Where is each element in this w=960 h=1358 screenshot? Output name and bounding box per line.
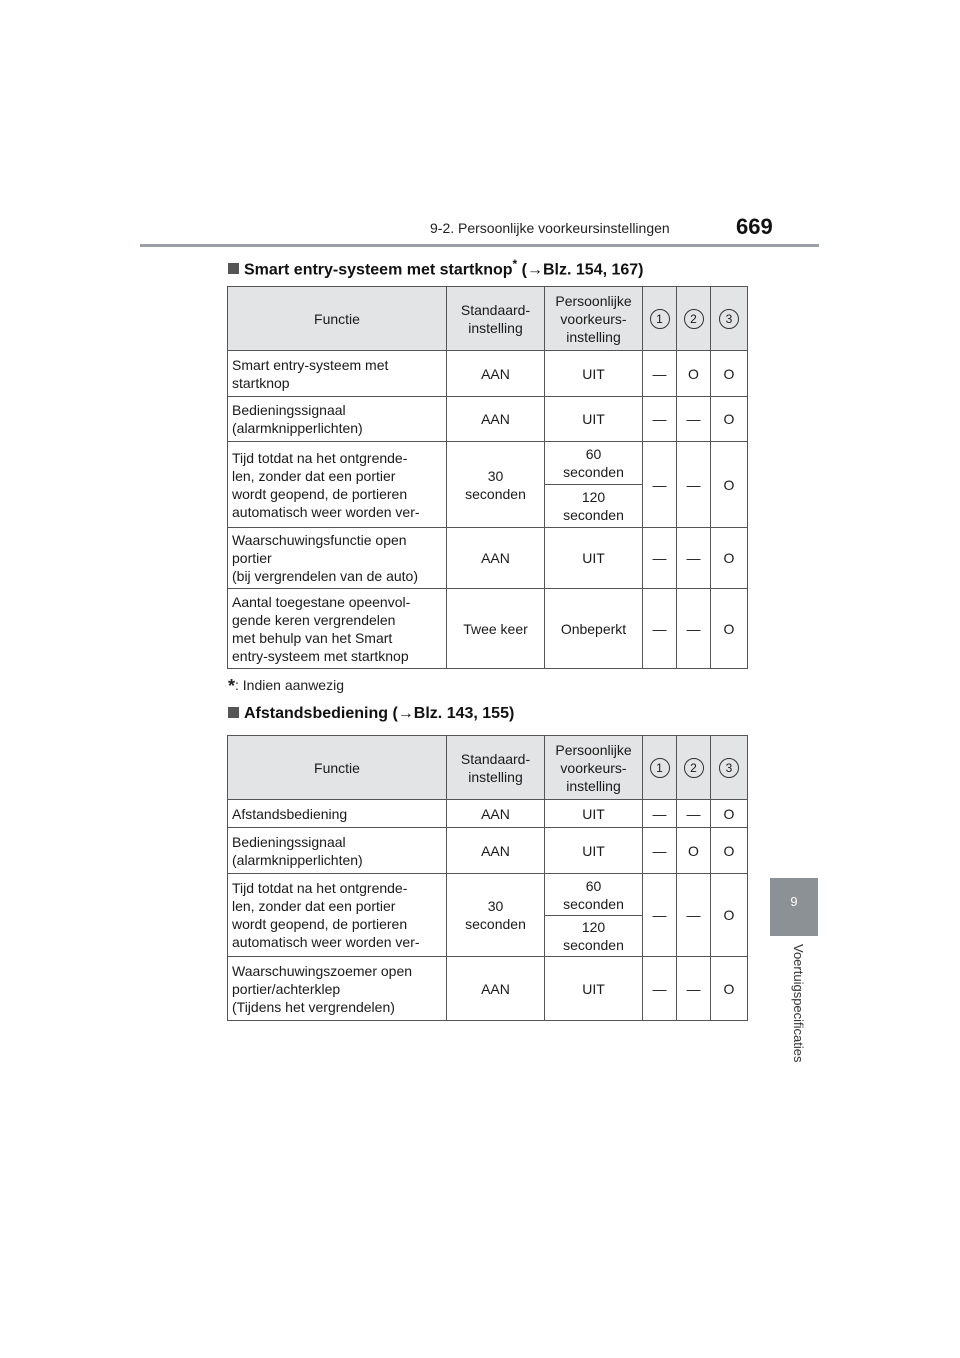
table-cell: Twee keer — [447, 589, 545, 669]
table-cell: O — [711, 351, 748, 397]
table-cell: — — [643, 351, 677, 397]
table-cell: — — [677, 442, 711, 528]
table-cell: AAN — [447, 800, 545, 828]
table-cell: — — [677, 800, 711, 828]
table-cell: — — [643, 589, 677, 669]
column-header — [643, 736, 677, 800]
column-header — [711, 287, 748, 351]
circled-number-icon: 2 — [684, 309, 704, 329]
table-cell: Onbeperkt — [545, 589, 643, 669]
table-cell: — — [643, 528, 677, 589]
column-header — [711, 736, 748, 800]
footnote-text: : Indien aanwezig — [235, 677, 344, 693]
circled-number-icon: 2 — [684, 758, 704, 778]
table-cell: Waarschuwingsfunctie open portier (bij vergrendelen van de auto) — [228, 528, 447, 589]
table-cell: AAN — [447, 957, 545, 1021]
table-cell: 120 seconden — [545, 485, 643, 528]
table-row — [228, 957, 748, 1021]
table-cell: Bedieningssignaal (alarmknipperlichten) — [228, 828, 447, 874]
circled-number-icon: 1 — [650, 309, 670, 329]
page-number: 669 — [736, 214, 773, 239]
column-header — [677, 736, 711, 800]
table-row — [228, 442, 748, 485]
table-cell: Tijd totdat na het ontgrende- len, zonder dat een portier wordt geopend, de portieren automatisch weer worden ver- — [228, 442, 447, 528]
table-row — [228, 351, 748, 397]
table-cell: UIT — [545, 800, 643, 828]
table-cell: AAN — [447, 828, 545, 874]
table-cell: Aantal toegestane opeenvol- gende keren vergrendelen met behulp van het Smart entry-systeem met startknop — [228, 589, 447, 669]
column-header — [677, 287, 711, 351]
circled-number-icon: 3 — [719, 758, 739, 778]
table-cell: O — [711, 874, 748, 957]
table-row — [228, 874, 748, 916]
table-cell: Bedieningssignaal (alarmknipperlichten) — [228, 397, 447, 442]
table-cell: UIT — [545, 528, 643, 589]
table-row — [228, 397, 748, 442]
table-cell: AAN — [447, 397, 545, 442]
footnote — [228, 676, 344, 697]
table-cell: — — [643, 397, 677, 442]
chapter-tab: 9 — [770, 878, 818, 936]
table-cell: O — [711, 442, 748, 528]
table-cell: — — [677, 397, 711, 442]
page-reference: (→Blz. 143, 155) — [392, 705, 515, 722]
column-header — [643, 287, 677, 351]
chapter-label: Voertuigspecificaties — [791, 944, 806, 1063]
table-cell: O — [711, 528, 748, 589]
table-cell: 30 seconden — [447, 442, 545, 528]
table-cell: Waarschuwingszoemer open portier/achterklep (Tijdens het vergrendelen) — [228, 957, 447, 1021]
page-reference: (→Blz. 154, 167) — [521, 261, 644, 279]
table-cell: — — [643, 957, 677, 1021]
table-cell: — — [643, 442, 677, 528]
table-cell: — — [677, 957, 711, 1021]
section-title: Smart entry-systeem met startknop — [244, 261, 513, 279]
table-cell: O — [711, 589, 748, 669]
column-header: Standaard- instelling — [447, 736, 545, 800]
table-cell: O — [677, 828, 711, 874]
settings-table-smart-entry — [227, 286, 748, 669]
section-title: Afstandsbediening — [244, 705, 389, 722]
square-bullet-icon — [228, 263, 239, 274]
table-cell: UIT — [545, 351, 643, 397]
table-row — [228, 528, 748, 589]
table-cell: UIT — [545, 957, 643, 1021]
table-row — [228, 589, 748, 669]
header-divider — [140, 244, 819, 247]
square-bullet-icon — [228, 707, 239, 718]
column-header: Persoonlijke voorkeurs- instelling — [545, 736, 643, 800]
circled-number-icon: 1 — [650, 758, 670, 778]
table-cell: O — [711, 957, 748, 1021]
asterisk-mark: * — [512, 257, 518, 271]
table-cell: O — [711, 397, 748, 442]
table-cell: AAN — [447, 528, 545, 589]
table-cell: UIT — [545, 397, 643, 442]
table-cell: 60 seconden — [545, 874, 643, 916]
column-header: Functie — [228, 287, 447, 351]
table-cell: — — [677, 528, 711, 589]
running-header-section: 9-2. Persoonlijke voorkeursinstellingen — [430, 220, 670, 236]
table-cell: — — [643, 800, 677, 828]
table-cell: 30 seconden — [447, 874, 545, 957]
column-header: Standaard- instelling — [447, 287, 545, 351]
table-cell: UIT — [545, 828, 643, 874]
footnote-asterisk: * — [228, 676, 236, 696]
settings-table-remote — [227, 735, 748, 1021]
column-header: Persoonlijke voorkeurs- instelling — [545, 287, 643, 351]
section-heading-remote — [228, 705, 514, 723]
section-heading-smart-entry — [228, 257, 644, 279]
table-cell: — — [643, 828, 677, 874]
circled-number-icon: 3 — [719, 309, 739, 329]
table-cell: 120 seconden — [545, 916, 643, 957]
table-cell: — — [677, 874, 711, 957]
table-cell: Tijd totdat na het ontgrende- len, zonder dat een portier wordt geopend, de portieren automatisch weer worden ver- — [228, 874, 447, 957]
table-cell: AAN — [447, 351, 545, 397]
table-cell: — — [643, 874, 677, 957]
table-cell: Afstandsbediening — [228, 800, 447, 828]
table-cell: O — [711, 800, 748, 828]
table-cell: 60 seconden — [545, 442, 643, 485]
table-row — [228, 800, 748, 828]
table-row — [228, 828, 748, 874]
table-cell: Smart entry-systeem met startknop — [228, 351, 447, 397]
table-cell: O — [677, 351, 711, 397]
column-header: Functie — [228, 736, 447, 800]
table-cell: — — [677, 589, 711, 669]
table-cell: O — [711, 828, 748, 874]
